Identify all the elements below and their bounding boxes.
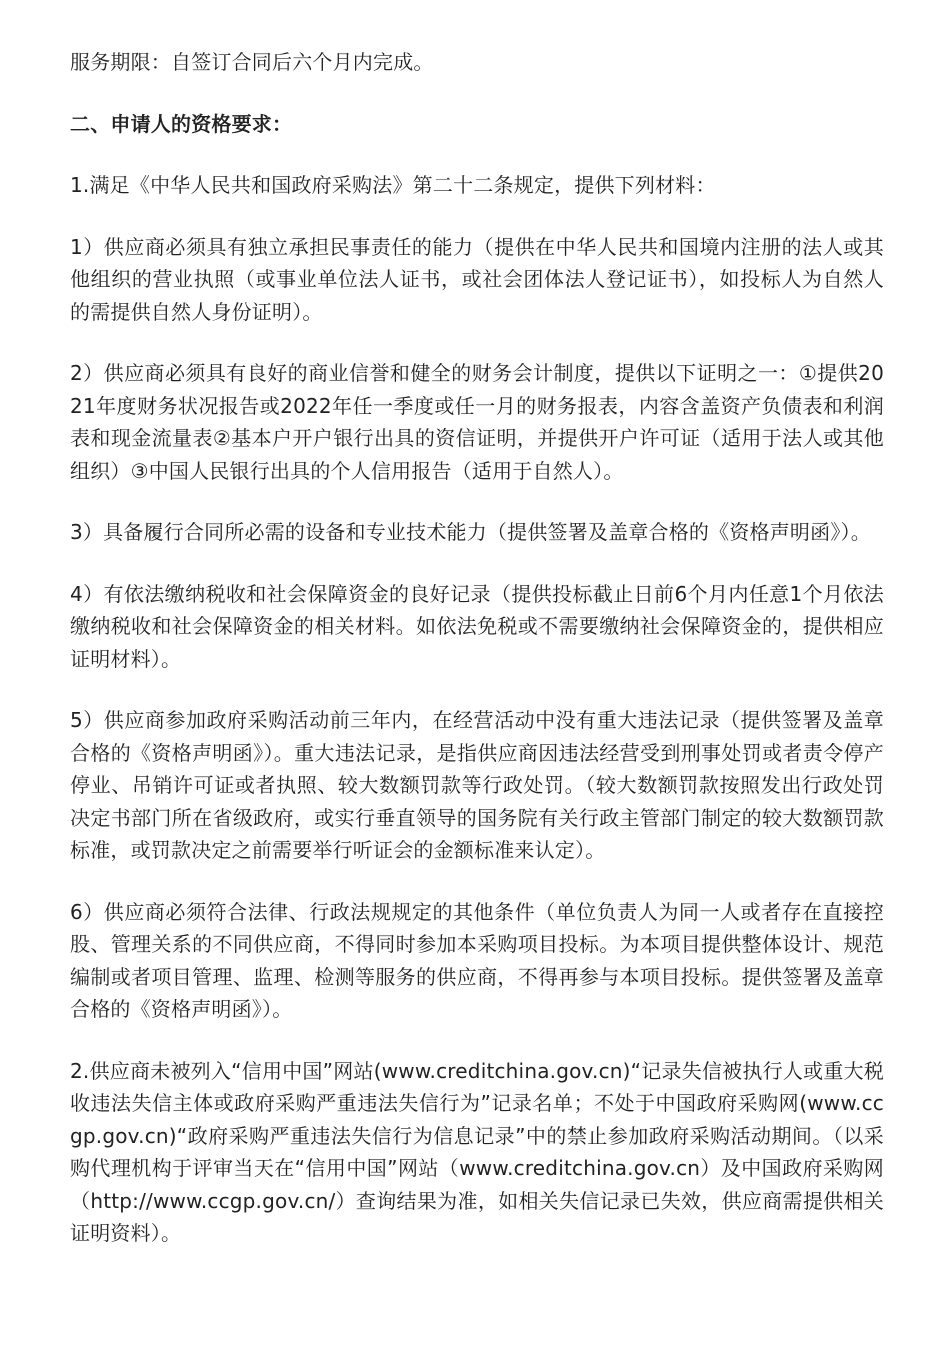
requirement-2-credit-check: 2.供应商未被列入“信用中国”网站(www.creditchina.gov.cn)“记录失信被执行人或重大税收违法失信主体或政府采购严重违法失信行为”记录名单；不处于中国政府采购网(www.ccgp.gov.cn)“政府采购严重违法失信行为信息记录”中的禁止参加政府采购活动期间。（以采购代理机构于评审当天在“信用中国”网站（www.creditchina.gov.cn）及中国政府采购网（http://www.ccgp.gov.cn/）查询结果为准，如相关失信记录已失效，供应商需提供相关证明资料）。 xyxy=(70,1058,884,1245)
service-period-text: 服务期限：自签订合同后六个月内完成。 xyxy=(70,50,434,74)
requirement-1-item-4: 4）有依法缴纳税收和社会保障资金的良好记录（提供投标截止日前6个月内任意1个月依法缴纳税收和社会保障资金的相关材料。如依法免税或不需要缴纳社会保障资金的，提供相应证明材料）。 xyxy=(70,581,884,671)
requirement-1-item-1: 1）供应商必须具有独立承担民事责任的能力（提供在中华人民共和国境内注册的法人或其他组织的营业执照（或事业单位法人证书，或社会团体法人登记证书），如投标人为自然人的需提供自然人身份证明）。 xyxy=(70,234,884,324)
requirement-1-item-3: 3）具备履行合同所必需的设备和专业技术能力（提供签署及盖章合格的《资格声明函》）。 xyxy=(70,520,871,544)
document-body xyxy=(70,46,884,1279)
requirement-1-item-6: 6）供应商必须符合法律、行政法规规定的其他条件（单位负责人为同一人或者存在直接控股、管理关系的不同供应商，不得同时参加本采购项目投标。为本项目提供整体设计、规范编制或者项目管理、监理、检测等服务的供应商，不得再参与本项目投标。提供签署及盖章合格的《资格声明函》）。 xyxy=(70,899,884,1021)
requirement-1-item-5: 5）供应商参加政府采购活动前三年内，在经营活动中没有重大违法记录（提供签署及盖章合格的《资格声明函》）。重大违法记录，是指供应商因违法经营受到刑事处罚或者责令停产停业、吊销许可证或者执照、较大数额罚款等行政处罚。（较大数额罚款按照发出行政处罚决定书部门所在省级政府，或实行垂直领导的国务院有关行政主管部门制定的较大数额罚款标准，或罚款决定之前需要举行听证会的金额标准来认定）。 xyxy=(70,708,884,862)
requirement-1-intro: 1.满足《中华人民共和国政府采购法》第二十二条规定，提供下列材料： xyxy=(70,173,716,197)
requirement-1-item-2: 2）供应商必须具有良好的商业信誉和健全的财务会计制度，提供以下证明之一：①提供2021年度财务状况报告或2022年任一季度或任一月的财务报表，内容含盖资产负债表和利润表和现金流量表②基本户开户银行出具的资信证明，并提供开户许可证（适用于法人或其他组织）③中国人民银行出具的个人信用报告（适用于自然人）。 xyxy=(70,361,884,483)
section-heading-qualifications: 二、申请人的资格要求： xyxy=(70,111,293,136)
